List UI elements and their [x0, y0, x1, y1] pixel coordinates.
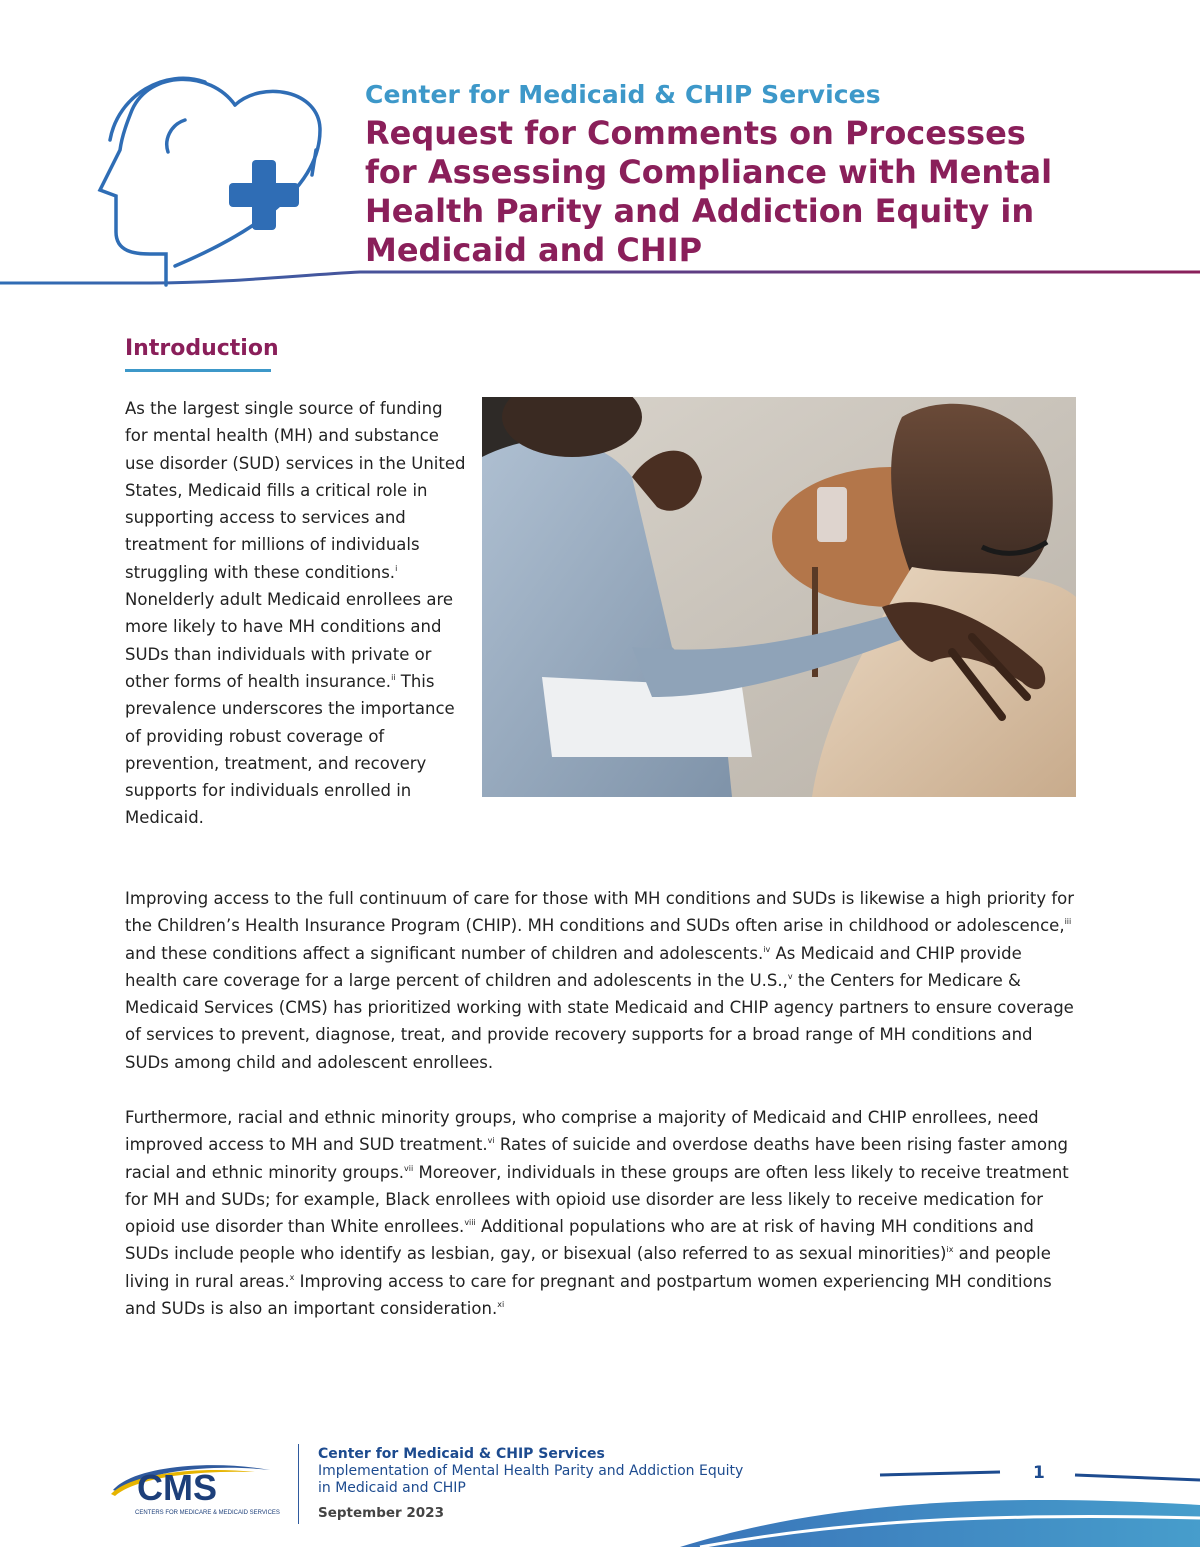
- paragraph-text: and people living in rural areas.: [125, 1244, 1051, 1291]
- intro-text-3: This prevalence underscores the importance of providing robust coverage of prevention, treatment, and recovery supports for individuals enrolled in Medicaid.: [125, 671, 455, 828]
- footnote-ref[interactable]: x: [289, 1272, 295, 1282]
- paragraph-text: Additional populations who are at risk of having MH conditions and SUDs include people who identify as lesbian, gay, or bisexual (also referred to as sexual minorities): [125, 1217, 1034, 1264]
- footer-divider: [298, 1444, 299, 1524]
- medical-cross-icon: [229, 160, 299, 230]
- footer-doc-line-2: in Medicaid and CHIP: [318, 1480, 466, 1496]
- page-number: 1: [1033, 1463, 1045, 1483]
- paragraph-text: Furthermore, racial and ethnic minority groups, who comprise a majority of Medicaid and CHIP enrollees, need improved access to MH and SUD treatment.: [125, 1108, 1039, 1155]
- intro-text-1: As the largest single source of funding for mental health (MH) and substance use disorder (SUD) services in the United States, Medicaid fills a critical role in supporting access to services and treatment for millions of individuals struggling with these conditions.: [125, 399, 466, 582]
- footer-info: [318, 1445, 818, 1521]
- footnote-ref[interactable]: vi: [487, 1136, 495, 1146]
- footnote-ref[interactable]: v: [787, 971, 793, 981]
- footer-center-name: Center for Medicaid & CHIP Services: [318, 1446, 605, 1462]
- footnote-ref[interactable]: ii: [391, 672, 396, 682]
- paragraph-text: Rates of suicide and overdose deaths have been rising faster among racial and ethnic minority groups.: [125, 1135, 1069, 1182]
- counseling-photo: [482, 397, 1076, 797]
- footer-doc-line-1: Implementation of Mental Health Parity and Addiction Equity: [318, 1463, 744, 1479]
- footnote-ref[interactable]: iv: [763, 944, 771, 954]
- paragraph-text: Moreover, individuals in these groups are often less likely to receive treatment for MH and SUDs; for example, Black enrollees with opioid use disorder are less likely to receive medication for opioid use disorder than White enrollees.: [125, 1162, 1069, 1237]
- footer-date: September 2023: [318, 1505, 444, 1521]
- footnote-ref[interactable]: i: [395, 563, 398, 573]
- paragraph-text: and these conditions affect a significant number of children and adolescents.: [125, 943, 764, 963]
- center-name: Center for Medicaid & CHIP Services: [365, 80, 881, 109]
- footnote-ref[interactable]: iii: [1064, 917, 1072, 927]
- paragraph-text: the Centers for Medicare & Medicaid Services (CMS) has prioritized working with state Medicaid and CHIP agency partners to ensure coverage of services to prevent, diagnose, treat, and provide recovery supports for a broad range of MH conditions and SUDs among child and adolescent enrollees.: [125, 970, 1074, 1072]
- section-heading-introduction: Introduction: [125, 336, 279, 361]
- paragraph-chip: [125, 885, 1075, 1076]
- footnote-ref[interactable]: viii: [464, 1218, 476, 1228]
- page-title: Request for Comments on Processes for Assessing Compliance with Mental Health Parity and Addiction Equity in Medicaid and CHIP: [365, 114, 1053, 269]
- paragraph-text: As Medicaid and CHIP provide health care coverage for a large percent of children and adolescents in the U.S.,: [125, 943, 1022, 990]
- paragraph-minority-groups: [125, 1104, 1075, 1322]
- intro-text-2: Nonelderly adult Medicaid enrollees are more likely to have MH conditions and SUDs than individuals with private or other forms of health insurance.: [125, 590, 454, 691]
- head-heart-cross-icon: [100, 78, 320, 285]
- footnote-ref[interactable]: vii: [404, 1163, 414, 1173]
- intro-paragraph: [125, 395, 470, 832]
- footnote-ref[interactable]: xi: [497, 1300, 505, 1310]
- heading-underline: [125, 369, 271, 372]
- footnote-ref[interactable]: ix: [946, 1245, 954, 1255]
- cms-logo: [105, 1460, 285, 1522]
- paragraph-text: Improving access to the full continuum of care for those with MH conditions and SUDs is likewise a high priority for the Children’s Health Insurance Program (CHIP). MH conditions and SUDs often arise in childhood or adolescence,: [125, 889, 1075, 936]
- paragraph-text: Improving access to care for pregnant and postpartum women experiencing MH conditions and SUDs is also an important consideration.: [125, 1271, 1052, 1319]
- cms-logo-text: CMS: [137, 1467, 217, 1508]
- cms-logo-subtext: CENTERS FOR MEDICARE & MEDICAID SERVICES: [135, 1510, 280, 1516]
